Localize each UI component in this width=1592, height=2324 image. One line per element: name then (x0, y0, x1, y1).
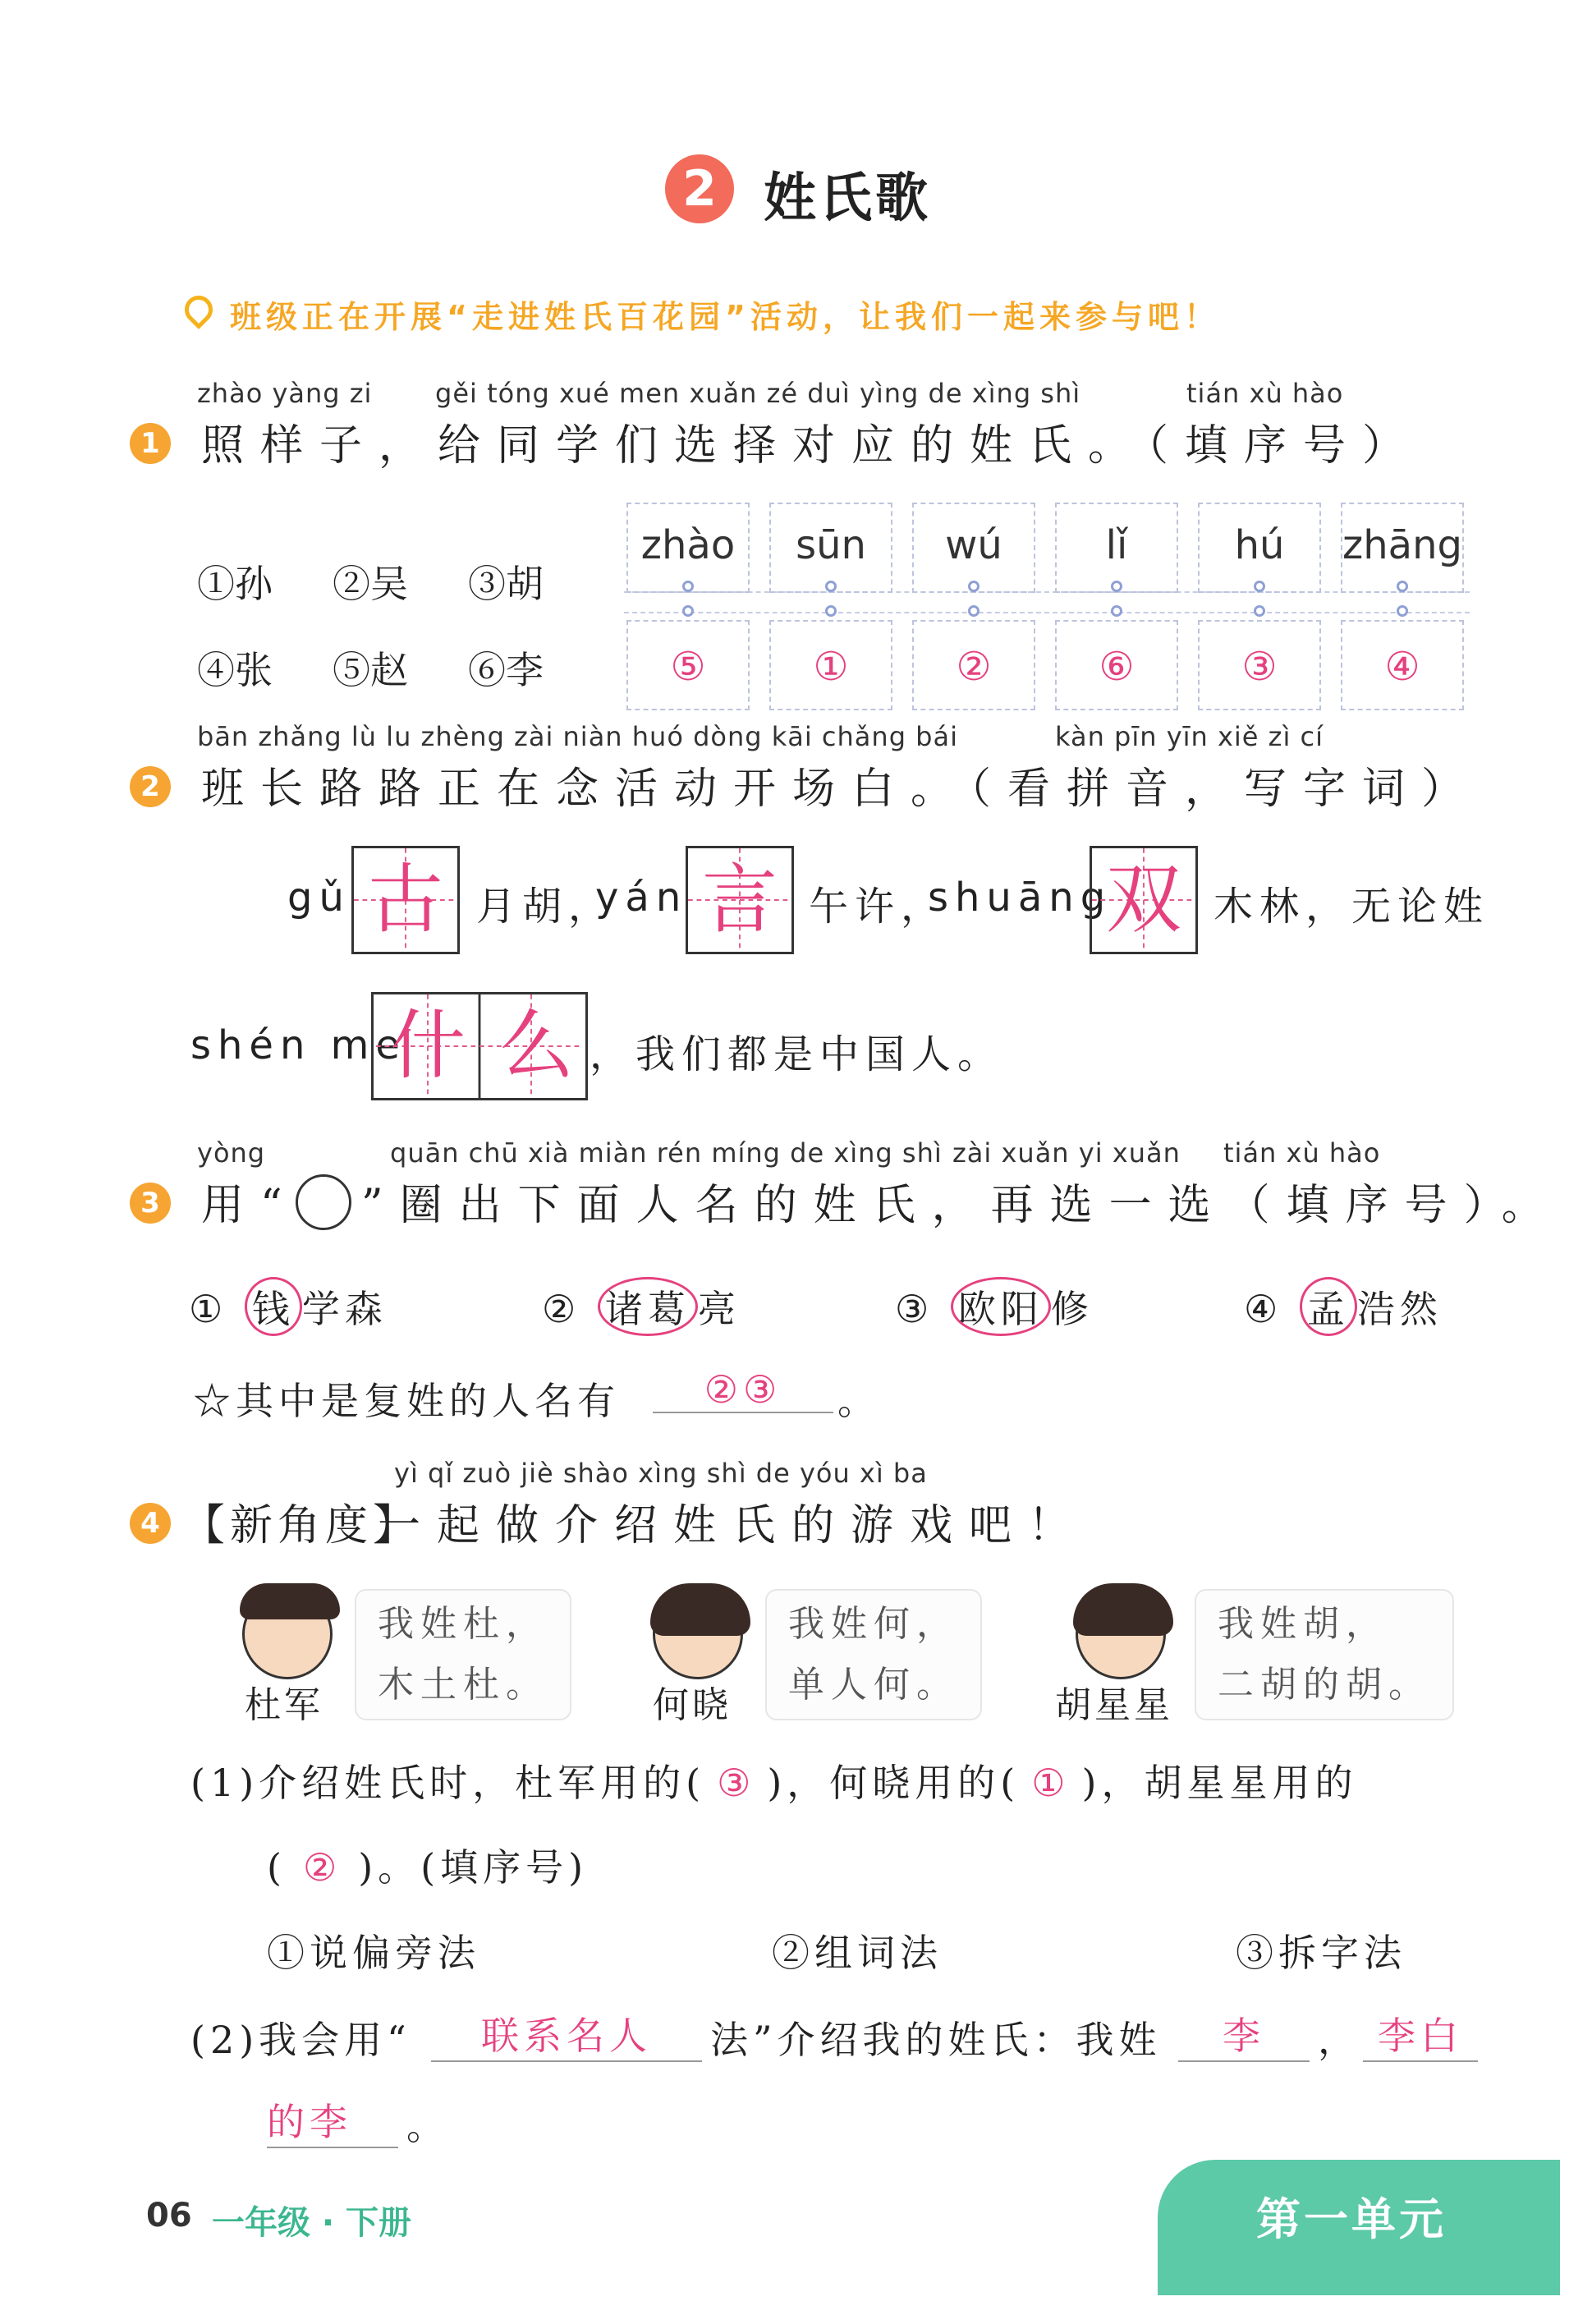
q3-name-3 (895, 1277, 1094, 1336)
q1-char-3: ③胡 (468, 562, 544, 606)
q4-sub2-answer[interactable]: 李白 (1363, 2006, 1478, 2062)
speech-bubble (1195, 1589, 1454, 1720)
q2-answer-char: 双 (1105, 856, 1181, 944)
grade-label: 一年级 · 下册 (212, 2204, 412, 2242)
q2-pinyin-yan: yán (595, 875, 688, 921)
q1-pinyin-box: wú (912, 503, 1035, 593)
q1-dot (825, 581, 837, 592)
bubble-line: 我姓胡， (1218, 1603, 1388, 1645)
q3-number: 3 (130, 1183, 171, 1224)
q3-text-b: ”圈出下面人名的姓氏，再选一选（填序号）。 (361, 1181, 1561, 1230)
q2-pinyin-gu: gǔ (287, 875, 351, 921)
q1-char-1: ①孙 (197, 562, 273, 606)
q4-sub1-line2 (267, 1838, 588, 1892)
q1-pinyin-box: lǐ (1055, 503, 1178, 593)
q2-text-seg: ，我们都是中国人。 (590, 1031, 1004, 1077)
speech-bubble (355, 1589, 571, 1720)
q4-sub1-seg: (1)介绍姓氏时，杜军用的( (190, 1761, 706, 1805)
q4-sub2-seg: 。 (406, 2104, 449, 2148)
avatar (653, 1589, 743, 1679)
q2-pinyin-shuang: shuāng (928, 875, 1113, 921)
method-option: ②组词法 (772, 1931, 943, 1975)
q1-answer-box[interactable]: ① (769, 620, 892, 710)
q3-pinyin-4: tián xù hào (1223, 1137, 1381, 1169)
q3-name-1 (189, 1277, 388, 1336)
q3-index: ④ (1244, 1287, 1283, 1331)
q3-given-name: 浩然 (1356, 1287, 1443, 1331)
q1-answer-box[interactable]: ④ (1341, 620, 1464, 710)
q4-sub1-line1 (190, 1753, 1357, 1807)
speech-bubble (765, 1589, 982, 1720)
q4-pinyin: yì qǐ zuò jiè shào xìng shì de yóu xì ba (394, 1458, 928, 1489)
kid-name: 何晓 (653, 1684, 732, 1726)
q3-index: ② (542, 1287, 581, 1331)
q2-text-seg: 月胡， (476, 884, 615, 930)
q2-text-seg: 午许， (809, 884, 947, 930)
q4-sub1-answer[interactable]: ③ (717, 1761, 756, 1805)
q1-pinyin-box: hú (1198, 503, 1321, 593)
page-title: 姓氏歌 (764, 168, 931, 229)
avatar (242, 1589, 333, 1679)
location-pin-icon (179, 290, 218, 329)
lesson-number-badge: 2 (665, 154, 734, 223)
q2-answer-char: 么 (498, 1002, 574, 1090)
q3-circled-surname[interactable]: 孟 (1300, 1277, 1357, 1336)
bubble-line: 二胡的胡。 (1218, 1664, 1431, 1706)
q2-write-box[interactable] (351, 846, 460, 954)
q3-end-mark: 。 (837, 1379, 880, 1423)
q3-name-4 (1244, 1277, 1443, 1336)
avatar (1076, 1589, 1166, 1679)
q1-dot (968, 605, 980, 617)
q1-number: 1 (130, 423, 171, 464)
q1-dot (682, 605, 694, 617)
q1-dot (825, 605, 837, 617)
bubble-line: 单人何。 (788, 1664, 959, 1706)
q3-given-name: 学森 (301, 1287, 388, 1331)
q2-pinyin-1: bān zhǎng lù lu zhèng zài niàn huó dòng kāi chǎng bái (197, 721, 958, 752)
q1-answer-box[interactable]: ⑥ (1055, 620, 1178, 710)
q4-sub1-seg: )。(填序号) (358, 1845, 589, 1890)
q1-dot (682, 581, 694, 592)
kid-name: 杜军 (245, 1684, 323, 1726)
method-option: ③拆字法 (1236, 1931, 1406, 1975)
q3-given-name: 亮 (697, 1287, 741, 1331)
q1-dot (1254, 605, 1265, 617)
q1-char-6: ⑥李 (468, 648, 544, 692)
q3-pinyin-3: zài xuǎn yi xuǎn (952, 1137, 1181, 1169)
q1-dot (1254, 581, 1265, 592)
bubble-line: 我姓何， (788, 1603, 959, 1645)
q1-dot (1111, 581, 1122, 592)
q4-sub2-seg: 法”介绍我的姓氏：我姓 (710, 2018, 1162, 2062)
q1-pinyin-box: zhāng (1341, 503, 1464, 593)
q1-pinyin-box: zhào (626, 503, 750, 593)
q1-char-2: ②吴 (333, 562, 408, 606)
q4-sub2-answer[interactable]: 联系名人 (431, 2006, 702, 2062)
q4-sub1-answer[interactable]: ① (1031, 1761, 1071, 1805)
intro-text: 班级正在开展“走进姓氏百花园”活动，让我们一起来参与吧！ (230, 299, 1220, 335)
q4-sub1-seg: ( (267, 1845, 287, 1890)
q1-pinyin-2: gěi tóng xué men xuǎn zé duì yìng de xìng shì (435, 378, 1081, 409)
q4-sub1-seg: )，胡星星用的 (1081, 1761, 1358, 1805)
q2-text: 班长路路正在念活动开场白。（看拼音，写字词） (201, 765, 1481, 814)
q1-dot (1111, 605, 1122, 617)
method-option: ①说偏旁法 (267, 1931, 480, 1975)
q4-sub2-answer[interactable]: 的李 (267, 2092, 398, 2148)
q2-write-box[interactable] (686, 846, 794, 954)
q1-dot (1397, 581, 1408, 592)
q4-sub2-seg: ， (1318, 2018, 1360, 2062)
q1-dot (1397, 605, 1408, 617)
q4-sub1-seg: )，何晓用的( (767, 1761, 1021, 1805)
q3-name-2 (542, 1277, 741, 1336)
q4-sub1-answer[interactable]: ② (302, 1845, 342, 1890)
q2-pinyin-shenme: shén me (190, 1022, 406, 1068)
q1-text: 照样子，给同学们选择对应的姓氏。（填序号） (201, 421, 1422, 471)
q2-answer-char: 言 (701, 856, 778, 944)
q4-tag: 【新角度】 (182, 1501, 421, 1550)
q2-pinyin-2: kàn pīn yīn xiě zì cí (1055, 721, 1324, 752)
q3-circled-surname[interactable]: 钱 (245, 1277, 302, 1336)
q2-write-box-double[interactable] (371, 992, 588, 1100)
unit-label: 第一单元 (1256, 2193, 1447, 2245)
q1-answer-box[interactable]: ③ (1198, 620, 1321, 710)
q1-pinyin-1: zhào yàng zi (197, 378, 373, 409)
q2-answer-char: 古 (367, 856, 443, 944)
q1-answer-box[interactable]: ⑤ (626, 620, 750, 710)
page-number: 06 (146, 2197, 192, 2234)
circle-symbol-icon (296, 1174, 351, 1230)
q3-text-a: 用“ (201, 1181, 299, 1230)
q3-given-name: 修 (1050, 1287, 1094, 1331)
q3-compound-prompt: ☆其中是复姓的人名有 (193, 1379, 620, 1423)
q3-circled-surname[interactable]: 诸葛 (598, 1277, 698, 1336)
q3-compound-answer[interactable]: ②③ (653, 1367, 833, 1413)
q1-dot (968, 581, 980, 592)
q1-dash-line (624, 612, 1470, 613)
q1-char-5: ⑤赵 (333, 648, 408, 692)
q3-index: ③ (895, 1287, 934, 1331)
bubble-line: 木土杜。 (378, 1664, 548, 1706)
bubble-line: 我姓杜， (378, 1603, 548, 1645)
q2-number: 2 (130, 766, 171, 807)
q3-circled-surname[interactable]: 欧阳 (951, 1277, 1051, 1336)
kid-name: 胡星星 (1055, 1684, 1173, 1726)
q2-write-box[interactable] (1090, 846, 1198, 954)
q4-sub2-answer[interactable]: 李 (1178, 2006, 1310, 2062)
q1-pinyin-3: tián xù hào (1186, 378, 1344, 409)
q4-number: 4 (130, 1503, 171, 1544)
q2-answer-char: 什 (389, 1002, 466, 1090)
q1-answer-box[interactable]: ② (912, 620, 1035, 710)
q3-index: ① (189, 1287, 228, 1331)
q1-pinyin-box: sūn (769, 503, 892, 593)
q1-char-4: ④张 (197, 648, 273, 692)
q2-text-seg: 木林，无论姓 (1213, 884, 1490, 930)
q3-pinyin-1: yòng (197, 1137, 266, 1169)
q4-sub2-seg: (2)我会用“ (190, 2018, 411, 2062)
q4-text: 一起做介绍姓氏的游戏吧！ (378, 1501, 1088, 1550)
q3-pinyin-2: quān chū xià miàn rén míng de xìng shì (390, 1137, 943, 1169)
